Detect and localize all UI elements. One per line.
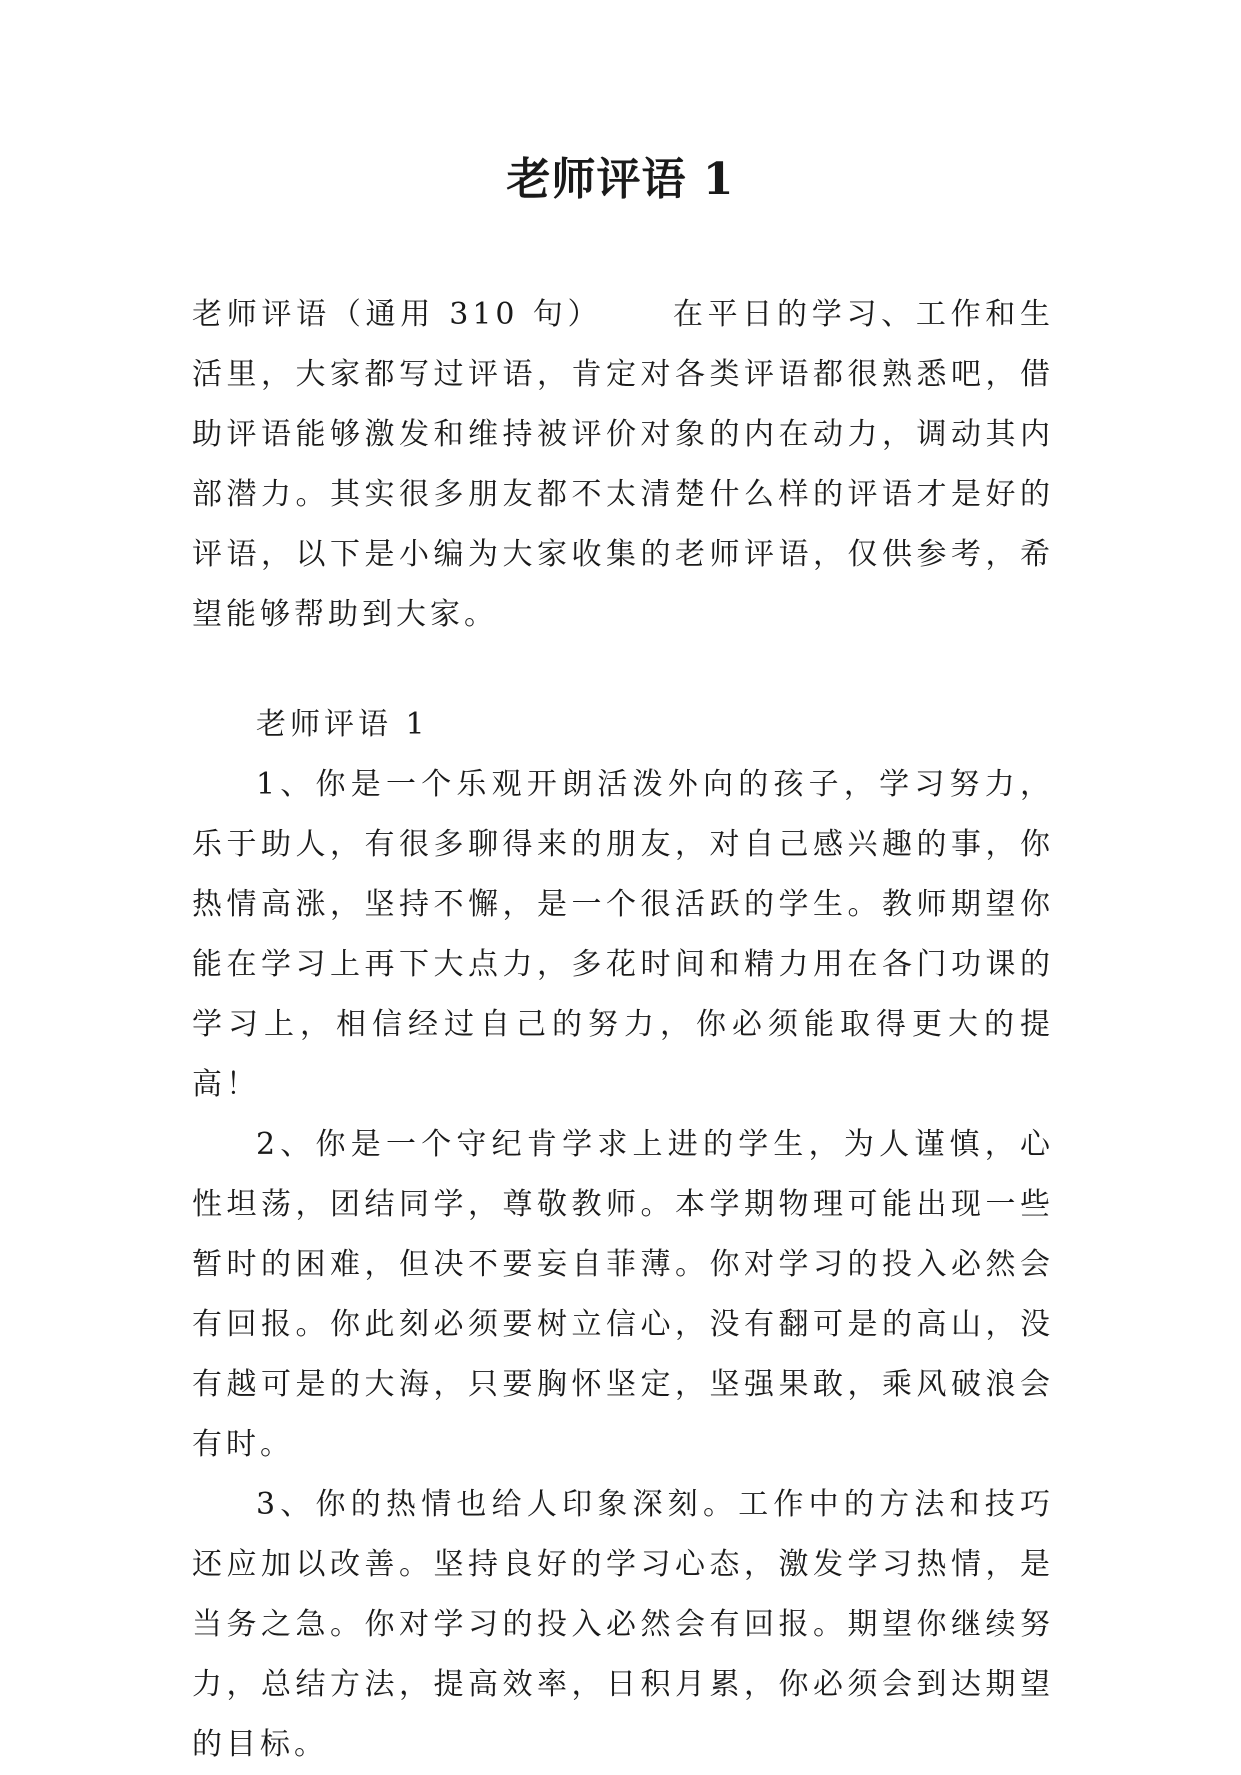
intro-label: 老师评语（通用 310 句）	[192, 297, 603, 332]
comment-paragraph-3: 3、你的热情也给人印象深刻。工作中的方法和技巧还应加以改善。坚持良好的学习心态，激发学习热情，是当务之急。你对学习的投入必然会有回报。期望你继续努力，总结方法，提高效率，日积月累，你必须会到达期望的目标。	[192, 1487, 1054, 1762]
comments-section	[192, 695, 1054, 1775]
section-heading: 老师评语 1	[256, 707, 429, 742]
comment-paragraph-2: 2、你是一个守纪肯学求上进的学生，为人谨慎，心性坦荡，团结同学，尊敬教师。本学期物理可能出现一些暂时的困难，但决不要妄自菲薄。你对学习的投入必然会有回报。你此刻必须要树立信心，没有翻可是的高山，没有越可是的大海，只要胸怀坚定，坚强果敢，乘风破浪会有时。	[192, 1127, 1054, 1462]
page-title: 老师评语 1	[506, 154, 735, 205]
intro-paragraph	[192, 285, 1054, 645]
intro-text: 在平日的学习、工作和生活里，大家都写过评语，肯定对各类评语都很熟悉吧，借助评语能够激发和维持被评价对象的内在动力，调动其内部潜力。其实很多朋友都不太清楚什么样的评语才是好的评语，以下是小编为大家收集的老师评语，仅供参考，希望能够帮助到大家。	[192, 297, 1054, 632]
comment-paragraph-1: 1、你是一个乐观开朗活泼外向的孩子，学习努力，乐于助人，有很多聊得来的朋友，对自己感兴趣的事，你热情高涨，坚持不懈，是一个很活跃的学生。教师期望你能在学习上再下大点力，多花时间和精力用在各门功课的学习上，相信经过自己的努力，你必须能取得更大的提高！	[192, 767, 1054, 1102]
